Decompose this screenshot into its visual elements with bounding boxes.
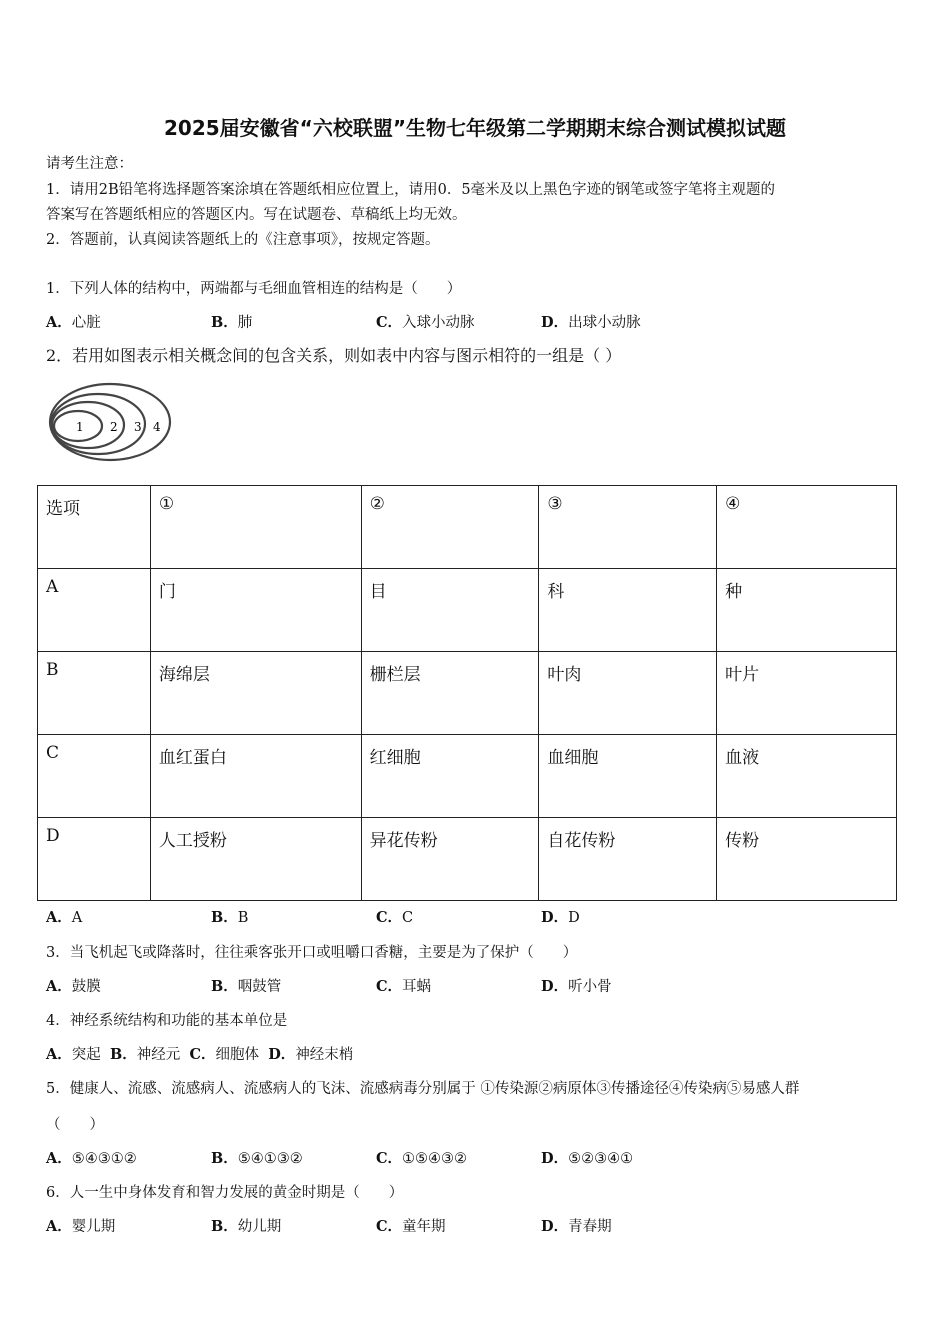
q1-options xyxy=(46,311,641,332)
table-cell: 血液 xyxy=(717,735,897,818)
table-cell: B xyxy=(38,652,151,735)
table-header-row xyxy=(38,486,897,569)
q6-option-a[interactable]: A．婴儿期 xyxy=(46,1218,116,1235)
q3-stem: 3．当飞机起飞或降落时，往往乘客张开口或咀嚼口香糖，主要是为了保护（ ） xyxy=(46,945,578,961)
q5-option-d[interactable]: D．⑤②③④① xyxy=(541,1150,634,1167)
q6-option-c[interactable]: C．童年期 xyxy=(376,1218,446,1235)
page-title: 2025届安徽省“六校联盟”生物七年级第二学期期末综合测试模拟试题 xyxy=(164,116,786,140)
table-row xyxy=(38,735,897,818)
q4-option-c[interactable]: C．细胞体 xyxy=(189,1046,260,1063)
nested-circles-diagram xyxy=(48,372,174,464)
q2-option-a[interactable]: A．A xyxy=(46,909,83,926)
q5-option-c[interactable]: C．①⑤④③② xyxy=(376,1150,468,1167)
q6-option-d[interactable]: D．青春期 xyxy=(541,1218,612,1235)
q2-option-c[interactable]: C．C xyxy=(376,909,414,926)
notice-heading: 请考生注意： xyxy=(46,156,133,172)
table-cell: 血细胞 xyxy=(539,735,717,818)
table-cell: 人工授粉 xyxy=(150,818,361,901)
table-cell: 叶肉 xyxy=(539,652,717,735)
q3-option-a[interactable]: A．鼓膜 xyxy=(46,978,101,995)
q2-option-b[interactable]: B．B xyxy=(211,909,249,926)
q4-options xyxy=(46,1043,353,1064)
q1-stem: 1．下列人体的结构中，两端都与毛细血管相连的结构是（ ） xyxy=(46,281,462,297)
table-cell: 种 xyxy=(717,569,897,652)
table-cell: 传粉 xyxy=(717,818,897,901)
table-cell: 自花传粉 xyxy=(539,818,717,901)
q1-option-a[interactable]: A．心脏 xyxy=(46,314,101,331)
q5-stem: 5．健康人、流感、流感病人、流感病人的飞沫、流感病毒分别属于 ①传染源②病原体③传播途径④传染病⑤易感人群 xyxy=(46,1081,800,1097)
q1-option-c[interactable]: C．入球小动脉 xyxy=(376,314,475,331)
q1-option-d[interactable]: D．出球小动脉 xyxy=(541,314,641,331)
table-cell: ② xyxy=(361,486,539,569)
diagram-label-3: 3 xyxy=(134,420,142,434)
q1-option-b[interactable]: B．肺 xyxy=(211,314,253,331)
q5-options xyxy=(46,1147,633,1168)
q4-option-a[interactable]: A．突起 xyxy=(46,1046,101,1063)
table-cell: 血红蛋白 xyxy=(150,735,361,818)
q4-option-d[interactable]: D．神经末梢 xyxy=(268,1046,354,1063)
q3-option-c[interactable]: C．耳蜗 xyxy=(376,978,432,995)
table-cell: ④ xyxy=(717,486,897,569)
diagram-label-1: 1 xyxy=(76,420,84,434)
notice-line-2: 答案写在答题纸相应的答题区内。写在试题卷、草稿纸上均无效。 xyxy=(46,207,467,223)
notice-line-1: 1．请用2B铅笔将选择题答案涂填在答题纸相应位置上，请用0．5毫米及以上黑色字迹的钢笔或签字笔将主观题的 xyxy=(46,182,776,198)
table-cell: 海绵层 xyxy=(150,652,361,735)
q3-option-b[interactable]: B．咽鼓管 xyxy=(211,978,282,995)
q5-option-a[interactable]: A．⑤④③①② xyxy=(46,1150,137,1167)
q5-stem-paren: （ ） xyxy=(46,1117,104,1133)
table-cell: ① xyxy=(150,486,361,569)
table-cell: 选项 xyxy=(38,486,151,569)
table-cell: 叶片 xyxy=(717,652,897,735)
table-cell: C xyxy=(38,735,151,818)
table-row xyxy=(38,652,897,735)
table-row xyxy=(38,818,897,901)
notice-line-3: 2．答题前，认真阅读答题纸上的《注意事项》，按规定答题。 xyxy=(46,232,440,248)
q6-stem: 6．人一生中身体发育和智力发展的黄金时期是（ ） xyxy=(46,1185,404,1201)
table-cell: 异花传粉 xyxy=(361,818,539,901)
q4-stem: 4．神经系统结构和功能的基本单位是 xyxy=(46,1013,288,1029)
table-cell: 栅栏层 xyxy=(361,652,539,735)
q2-stem: 2．若用如图表示相关概念间的包含关系，则如表中内容与图示相符的一组是（ ） xyxy=(46,346,622,365)
table-cell: 门 xyxy=(150,569,361,652)
q6-options xyxy=(46,1215,612,1236)
q3-option-d[interactable]: D．听小骨 xyxy=(541,978,612,995)
q2-table xyxy=(37,485,897,901)
table-cell: D xyxy=(38,818,151,901)
table-cell: A xyxy=(38,569,151,652)
q2-options xyxy=(46,906,580,927)
q2-option-d[interactable]: D．D xyxy=(541,909,580,926)
table-cell: 红细胞 xyxy=(361,735,539,818)
table-cell: ③ xyxy=(539,486,717,569)
table-cell: 科 xyxy=(539,569,717,652)
q5-option-b[interactable]: B．⑤④①③② xyxy=(211,1150,303,1167)
table-row xyxy=(38,569,897,652)
diagram-label-2: 2 xyxy=(110,420,118,434)
q4-option-b[interactable]: B．神经元 xyxy=(109,1046,181,1063)
q6-option-b[interactable]: B．幼儿期 xyxy=(211,1218,282,1235)
q3-options xyxy=(46,975,612,996)
table-cell: 目 xyxy=(361,569,539,652)
diagram-label-4: 4 xyxy=(153,420,161,434)
